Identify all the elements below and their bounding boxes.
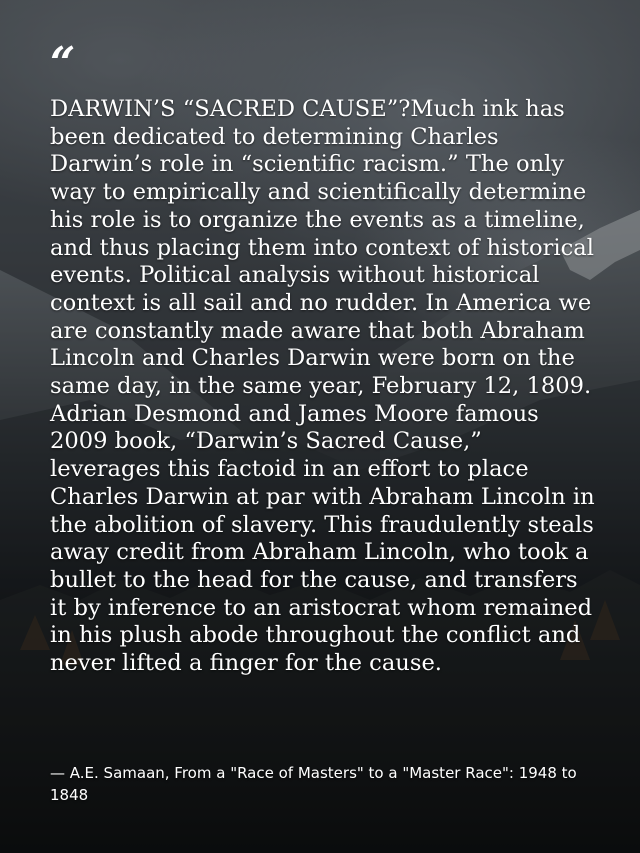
quote-attribution: — A.E. Samaan, From a "Race of Masters" to a "Master Race": 1948 to 1848	[50, 764, 577, 804]
quote-text: DARWIN’S “SACRED CAUSE”?Much ink has been dedicated to determining Charles Darwin’s role in “scientific racism.” The only way to empirically and scientifically determine his role is to organize the events as a timeline, and thus placing them into context of historical events. Political analysis without historical context is all sail and no rudder. In America we are constantly made aware that both Abraham Lincoln and Charles Darwin were born on the same day, in the same year, February 12, 1809. Adrian Desmond and James Moore famous 2009 book, “Darwin’s Sacred Cause,” leverages this factoid in an effort to place Charles Darwin at par with Abraham Lincoln in the abolition of slavery. This fraudulently steals away credit from Abraham Lincoln, who took a bullet to the head for the cause, and transfers it by inference to an aristocrat whom remained in his plush abode throughout the conflict and never lifted a finger for the cause.	[50, 96, 595, 677]
quote-mark-icon: “	[50, 38, 74, 89]
